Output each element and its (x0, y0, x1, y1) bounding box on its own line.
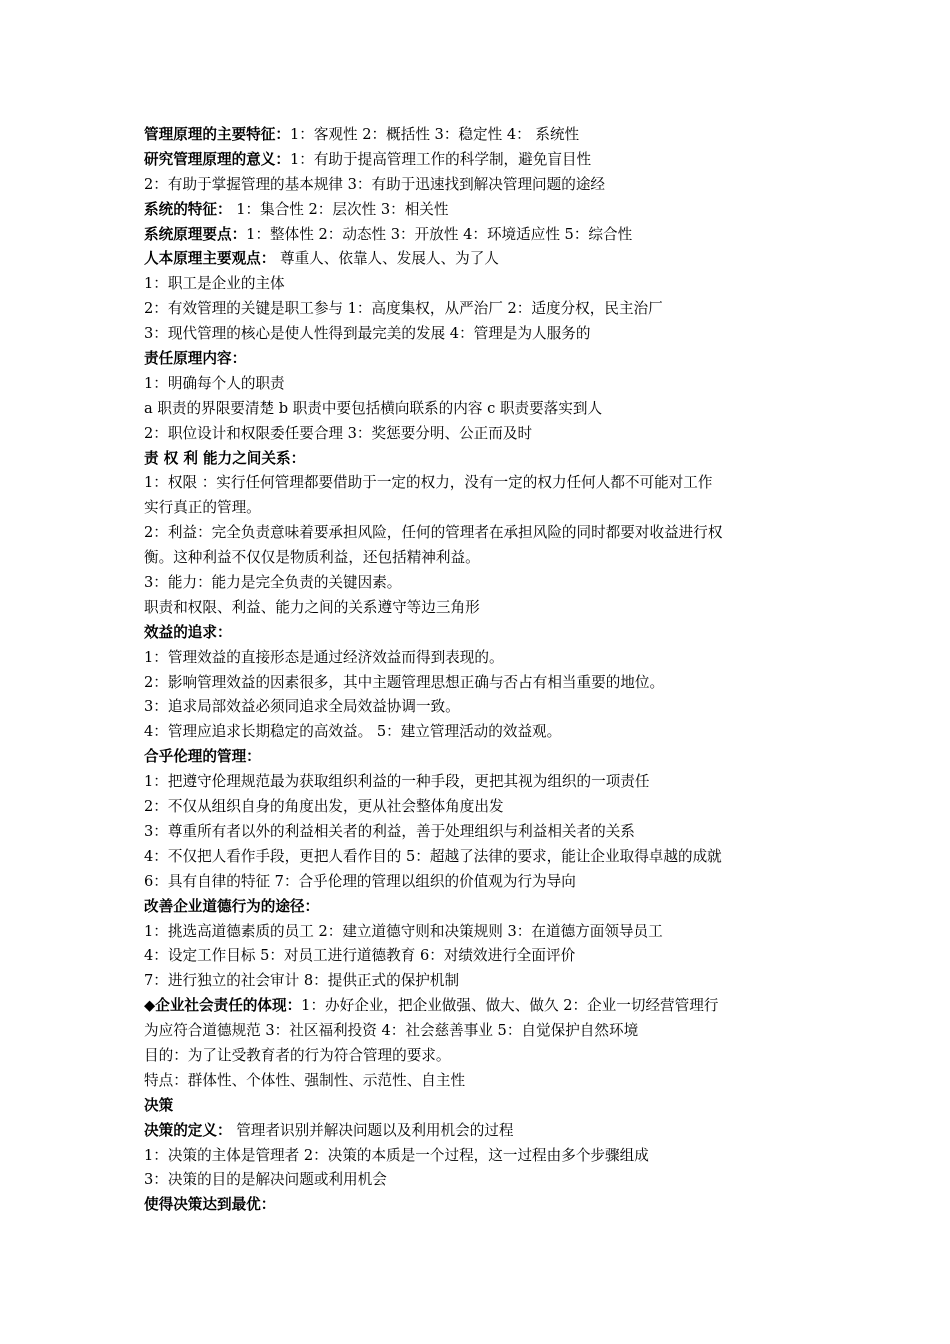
text-line (144, 471, 814, 496)
text-line (144, 895, 814, 920)
text-line (144, 198, 814, 223)
line-text: 2：利益：完全负责意味着要承担风险，任何的管理者在承担风险的同时都要对收益进行权 (144, 524, 723, 542)
text-line (144, 720, 814, 745)
line-text: 4：设定工作目标 5：对员工进行道德教育 6：对绩效进行全面评价 (144, 947, 576, 965)
line-heading: 管理原理的主要特征： (144, 126, 290, 143)
line-text: 3：追求局部效益必须同追求全局效益协调一致。 (144, 698, 460, 716)
line-text: 职责和权限、利益、能力之间的关系遵守等边三角形 (144, 598, 480, 616)
text-line (144, 671, 814, 696)
text-line (144, 447, 814, 472)
text-line (144, 920, 814, 945)
line-heading: 责任原理内容： (144, 350, 247, 368)
text-line (144, 1044, 814, 1069)
line-heading: 决策 (144, 1096, 174, 1114)
text-line (144, 845, 814, 870)
line-text: 管理者识别并解决问题以及利用机会的过程 (231, 1121, 514, 1139)
text-line (144, 173, 814, 198)
text-line (144, 1168, 814, 1193)
text-line (144, 397, 814, 422)
line-text: 2：职位设计和权限委任要合理 3：奖惩要分明、公正而及时 (144, 424, 533, 442)
line-text: 6：具有自律的特征 7：合乎伦理的管理以组织的价值观为行为导向 (144, 872, 576, 890)
line-text: 1：挑选高道德素质的员工 2：建立道德守则和决策规则 3：在道德方面领导员工 (144, 922, 663, 940)
text-line (144, 1069, 814, 1094)
line-text: 实行真正的管理。 (144, 499, 261, 517)
line-heading: 决策的定义： (144, 1121, 232, 1139)
line-text: 3：能力：能力是完全负责的关键因素。 (144, 574, 402, 592)
line-heading: 系统原理要点： (144, 225, 247, 243)
text-line (144, 422, 814, 447)
text-line (144, 870, 814, 895)
line-text: 3：尊重所有者以外的利益相关者的利益，善于处理组织与利益相关者的关系 (144, 822, 635, 840)
line-text: 7：进行独立的社会审计 8：提供正式的保护机制 (144, 972, 460, 990)
line-text: 衡。这种利益不仅仅是物质利益，还包括精神利益。 (144, 549, 480, 567)
text-line (144, 322, 814, 347)
line-text: 为应符合道德规范 3：社区福利投资 4：社会慈善事业 5：自觉保护自然环境 (144, 1022, 639, 1040)
text-line (144, 1019, 814, 1044)
line-text: 1：职工是企业的主体 (144, 275, 285, 293)
line-text: 1：整体性 2：动态性 3：开放性 4：环境适应性 5：综合性 (246, 225, 633, 243)
text-line (144, 347, 814, 372)
line-heading: 系统的特征： (144, 200, 232, 218)
line-text: a 职责的界限要清楚 b 职责中要包括横向联系的内容 c 职责要落实到人 (144, 399, 603, 417)
text-line (144, 1119, 814, 1144)
text-line (144, 1094, 814, 1119)
text-line (144, 546, 814, 571)
text-line (144, 1193, 814, 1218)
text-line (144, 820, 814, 845)
text-line (144, 596, 814, 621)
line-text: 2：不仅从组织自身的角度出发，更从社会整体角度出发 (144, 798, 504, 816)
text-line (144, 521, 814, 546)
line-heading: 效益的追求： (144, 623, 232, 641)
text-line (144, 745, 814, 770)
line-text: 1：客观性 2：概括性 3：稳定性 4： 系统性 (289, 126, 580, 143)
text-line (144, 496, 814, 521)
text-line (144, 969, 814, 994)
line-text: 2：影响管理效益的因素很多，其中主题管理思想正确与否占有相当重要的地位。 (144, 673, 665, 691)
text-line (144, 148, 814, 173)
text-line (144, 695, 814, 720)
line-text: 1：集合性 2：层次性 3：相关性 (231, 200, 449, 218)
document-body (144, 123, 814, 1218)
text-line (144, 272, 814, 297)
text-line (144, 247, 814, 272)
line-text: 1：有助于提高管理工作的科学制，避免盲目性 (289, 150, 592, 168)
line-text: 1：管理效益的直接形态是通过经济效益而得到表现的。 (144, 648, 504, 666)
line-text: 1：决策的主体是管理者 2：决策的本质是一个过程，这一过程由多个步骤组成 (144, 1146, 649, 1164)
line-heading: 改善企业道德行为的途径： (144, 897, 320, 915)
line-text: 1：权限 ：实行任何管理都要借助于一定的权力，没有一定的权力任何人都不可能对工作 (144, 474, 713, 492)
line-text: 4：管理应追求长期稳定的高效益。 5：建立管理活动的效益观。 (144, 723, 562, 741)
text-line (144, 123, 814, 148)
text-line (144, 944, 814, 969)
line-text: 尊重人、依靠人、发展人、为了人 (275, 250, 499, 268)
text-line (144, 372, 814, 397)
line-heading: 责 权 利 能力之间关系： (144, 449, 306, 467)
text-line (144, 571, 814, 596)
line-text: 1：把遵守伦理规范最为获取组织利益的一种手段，更把其视为组织的一项责任 (144, 773, 650, 791)
line-text: 1：办好企业，把企业做强、做大、做久 2：企业一切经营管理行 (301, 997, 719, 1015)
line-text: 3：决策的目的是解决问题或利用机会 (144, 1171, 387, 1189)
line-heading: 合乎伦理的管理： (144, 748, 261, 766)
line-text: 目的：为了让受教育者的行为符合管理的要求。 (144, 1046, 451, 1064)
line-heading: ◆企业社会责任的体现： (144, 997, 302, 1015)
line-text: 3：现代管理的核心是使人性得到最完美的发展 4：管理是为人服务的 (144, 325, 591, 343)
text-line (144, 223, 814, 248)
text-line (144, 646, 814, 671)
line-text: 4：不仅把人看作手段，更把人看作目的 5：超越了法律的要求，能让企业取得卓越的成就 (144, 847, 722, 865)
text-line (144, 770, 814, 795)
text-line (144, 621, 814, 646)
line-heading: 使得决策达到最优： (144, 1196, 276, 1214)
text-line (144, 795, 814, 820)
line-heading: 研究管理原理的意义： (144, 150, 290, 168)
line-text: 特点：群体性、个体性、强制性、示范性、自主性 (144, 1071, 466, 1089)
text-line (144, 994, 814, 1019)
line-heading: 人本原理主要观点： (144, 250, 276, 268)
line-text: 2：有助于掌握管理的基本规律 3：有助于迅速找到解决管理问题的途经 (144, 175, 606, 193)
line-text: 2：有效管理的关键是职工参与 1：高度集权，从严治厂 2：适度分权，民主治厂 (144, 300, 663, 318)
text-line (144, 297, 814, 322)
line-text: 1：明确每个人的职责 (144, 374, 285, 392)
text-line (144, 1144, 814, 1169)
